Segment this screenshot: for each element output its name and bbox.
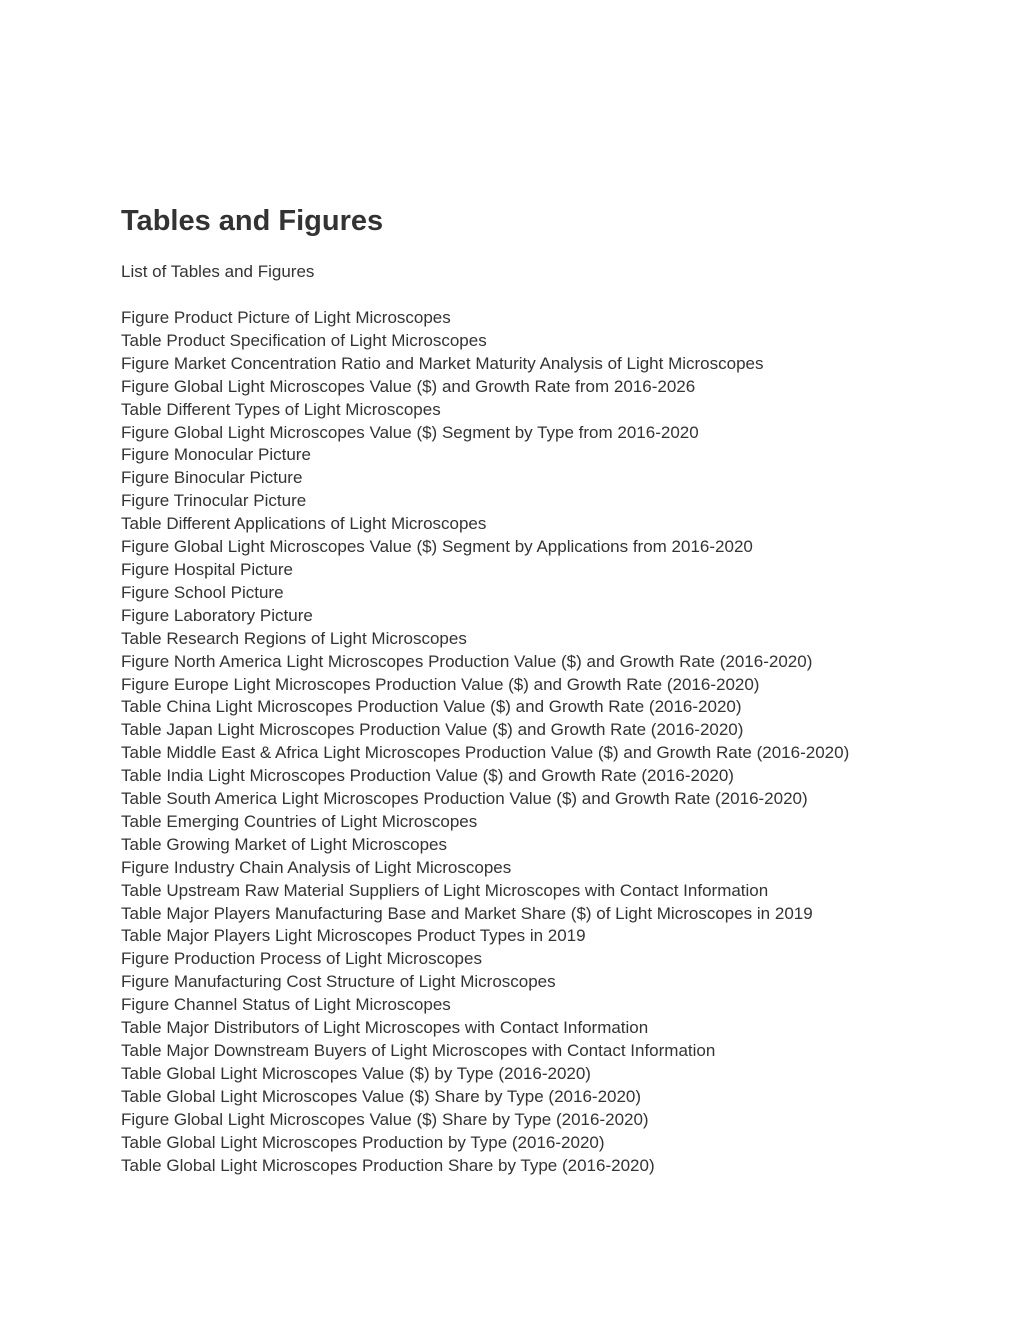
list-item: Table Global Light Microscopes Value ($) Share by Type (2016-2020) [121,1086,642,1106]
list-item: Figure Global Light Microscopes Value ($) and Growth Rate from 2016-2026 [121,376,696,396]
list-item: Table Major Players Manufacturing Base and Market Share ($) of Light Microscopes in 2019 [121,903,813,923]
list-item: Figure Industry Chain Analysis of Light Microscopes [121,857,512,877]
list-item: Table Different Applications of Light Microscopes [121,514,487,534]
list-item: Figure North America Light Microscopes Production Value ($) and Growth Rate (2016-2020) [121,651,813,671]
list-item: Table India Light Microscopes Production Value ($) and Growth Rate (2016-2020) [121,766,734,786]
list-item: Table China Light Microscopes Production Value ($) and Growth Rate (2016-2020) [121,697,742,717]
list-subtitle: List of Tables and Figures [121,262,315,281]
list-item: Figure Global Light Microscopes Value ($) Segment by Applications from 2016-2020 [121,537,753,557]
page-title: Tables and Figures [121,205,384,237]
list-item: Table Different Types of Light Microscopes [121,399,441,419]
list-item: Figure Laboratory Picture [121,605,313,625]
list-item: Figure Binocular Picture [121,468,303,488]
list-item: Table Upstream Raw Material Suppliers of Light Microscopes with Contact Information [121,880,769,900]
list-item: Table Global Light Microscopes Production Share by Type (2016-2020) [121,1155,655,1175]
list-item: Figure Production Process of Light Microscopes [121,949,482,969]
list-item: Figure Europe Light Microscopes Production Value ($) and Growth Rate (2016-2020) [121,674,760,694]
list-item: Table Japan Light Microscopes Production Value ($) and Growth Rate (2016-2020) [121,720,744,740]
list-item: Figure Hospital Picture [121,559,293,579]
list-item: Figure Product Picture of Light Microscopes [121,308,451,327]
list-item: Table Global Light Microscopes Value ($) by Type (2016-2020) [121,1063,591,1083]
list-item: Table Research Regions of Light Microscopes [121,628,467,648]
list-item: Figure Global Light Microscopes Value ($) Share by Type (2016-2020) [121,1109,649,1129]
list-item: Figure Manufacturing Cost Structure of Light Microscopes [121,972,556,992]
list-item: Figure Global Light Microscopes Value ($) Segment by Type from 2016-2020 [121,422,699,442]
list-item: Table Major Downstream Buyers of Light Microscopes with Contact Information [121,1041,716,1060]
list-item: Table Global Light Microscopes Production by Type (2016-2020) [121,1132,605,1152]
list-item: Table South America Light Microscopes Production Value ($) and Growth Rate (2016-2020) [121,789,808,809]
list-item: Figure School Picture [121,582,284,602]
tables-and-figures-list [121,307,901,1177]
list-item: Table Emerging Countries of Light Microscopes [121,811,478,831]
list-item: Table Middle East & Africa Light Microscopes Production Value ($) and Growth Rate (2016-2020) [121,743,850,763]
list-item: Table Growing Market of Light Microscopes [121,834,447,854]
list-item: Table Major Players Light Microscopes Product Types in 2019 [121,926,586,946]
list-item: Figure Monocular Picture [121,445,311,465]
document-page [121,203,901,1177]
list-item: Figure Channel Status of Light Microscopes [121,995,451,1015]
list-item: Figure Trinocular Picture [121,491,307,511]
list-item: Table Product Specification of Light Microscopes [121,330,487,350]
list-item: Table Major Distributors of Light Microscopes with Contact Information [121,1018,649,1038]
list-item: Figure Market Concentration Ratio and Market Maturity Analysis of Light Microscopes [121,353,764,373]
